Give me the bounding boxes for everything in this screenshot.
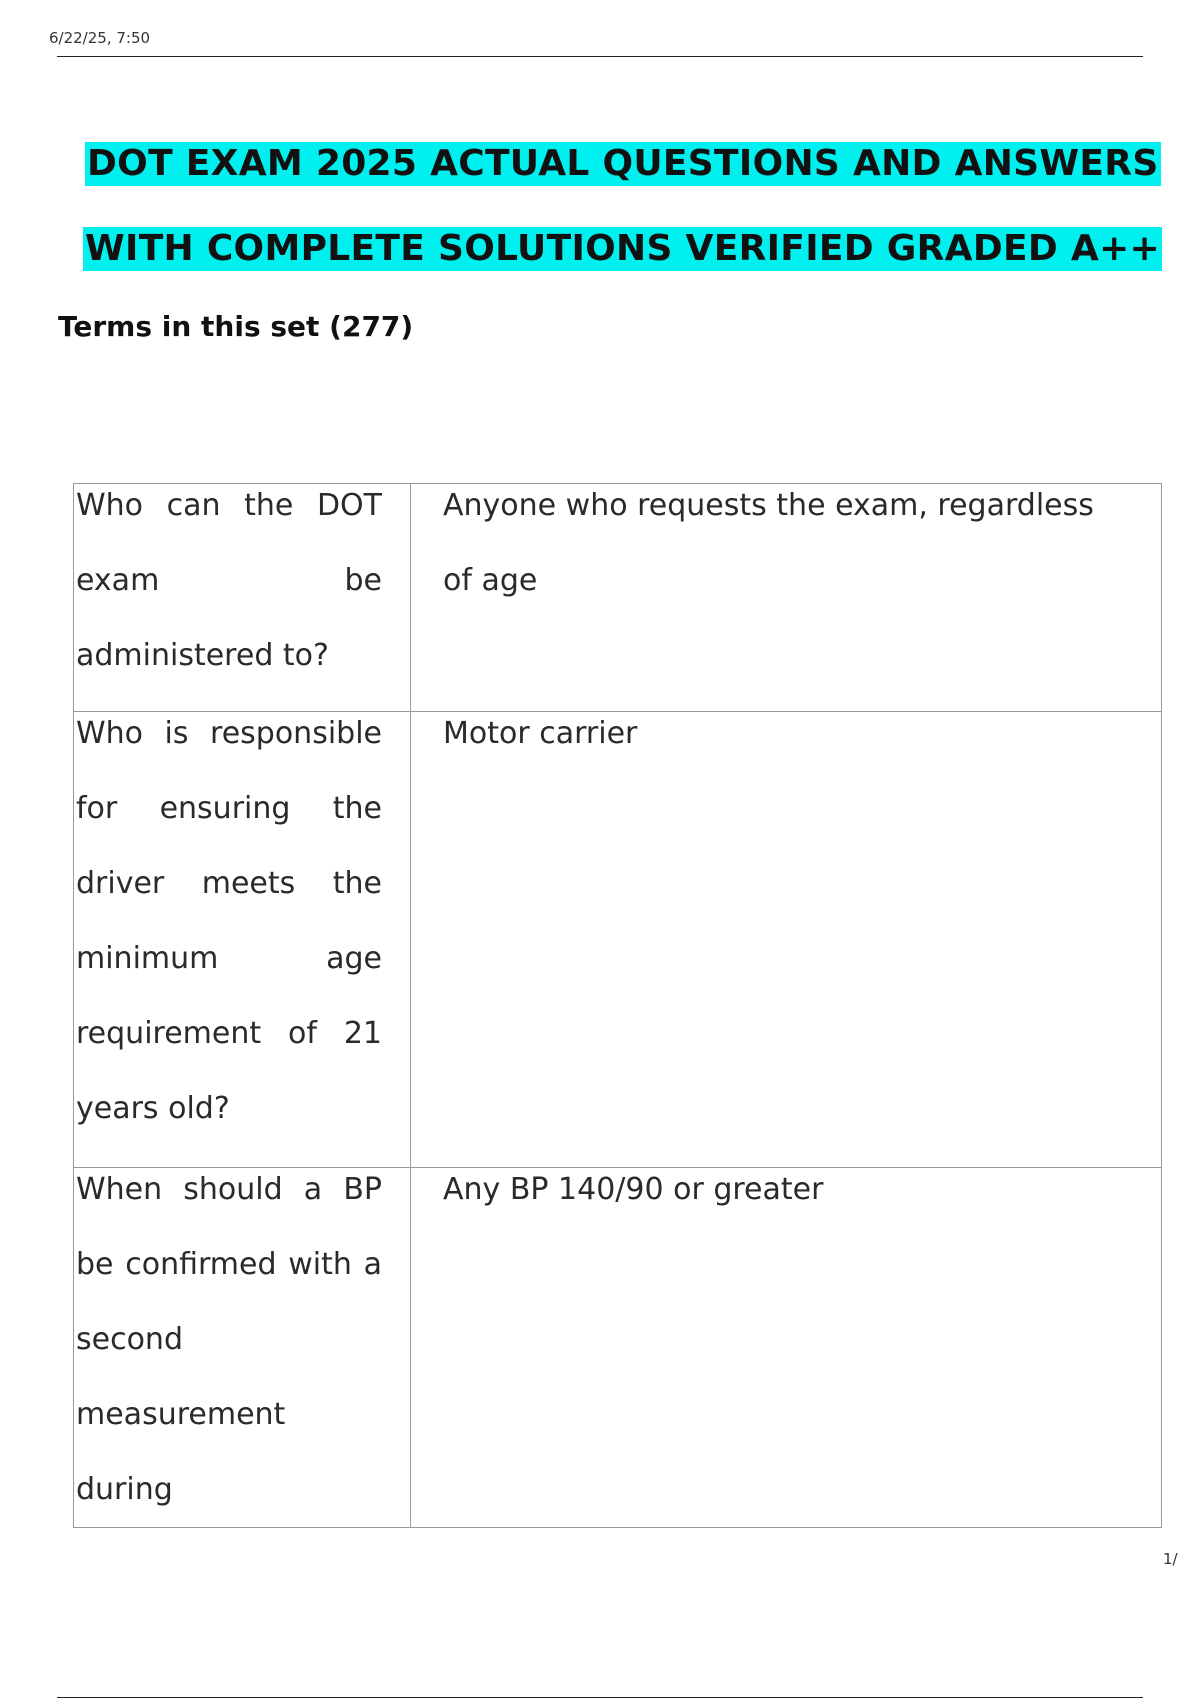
terms-table [73,483,1162,1528]
term-question-cell [74,1168,411,1528]
term-question: When should a BP be confirmed with a second measurement during [76,1172,382,1507]
term-question-cell [74,712,411,1168]
term-question: Who is responsible for ensuring the driver meets the minimum age requirement of 21 years old? [76,716,382,1126]
term-row [74,1168,1162,1528]
page-number: 1/ [1163,1550,1178,1568]
term-row [74,712,1162,1168]
header-divider [57,56,1143,57]
term-answer: Any BP 140/90 or greater [443,1172,824,1207]
term-answer-cell [411,712,1162,1168]
footer-divider [57,1697,1143,1698]
term-answer: Motor carrier [443,716,638,751]
term-answer: Anyone who requests the exam, regardless of age [443,488,1094,598]
term-question-cell [74,484,411,712]
term-row [74,484,1162,712]
document-title-line-2: WITH COMPLETE SOLUTIONS VERIFIED GRADED A++ [85,228,1161,269]
document-title-line-1: DOT EXAM 2025 ACTUAL QUESTIONS AND ANSWERS [87,143,1159,184]
print-timestamp: 6/22/25, 7:50 [49,29,151,47]
term-answer-cell [411,484,1162,712]
term-answer-cell [411,1168,1162,1528]
terms-count-heading: Terms in this set (277) [58,310,414,343]
term-question: Who can the DOT exam be administered to? [76,488,382,673]
